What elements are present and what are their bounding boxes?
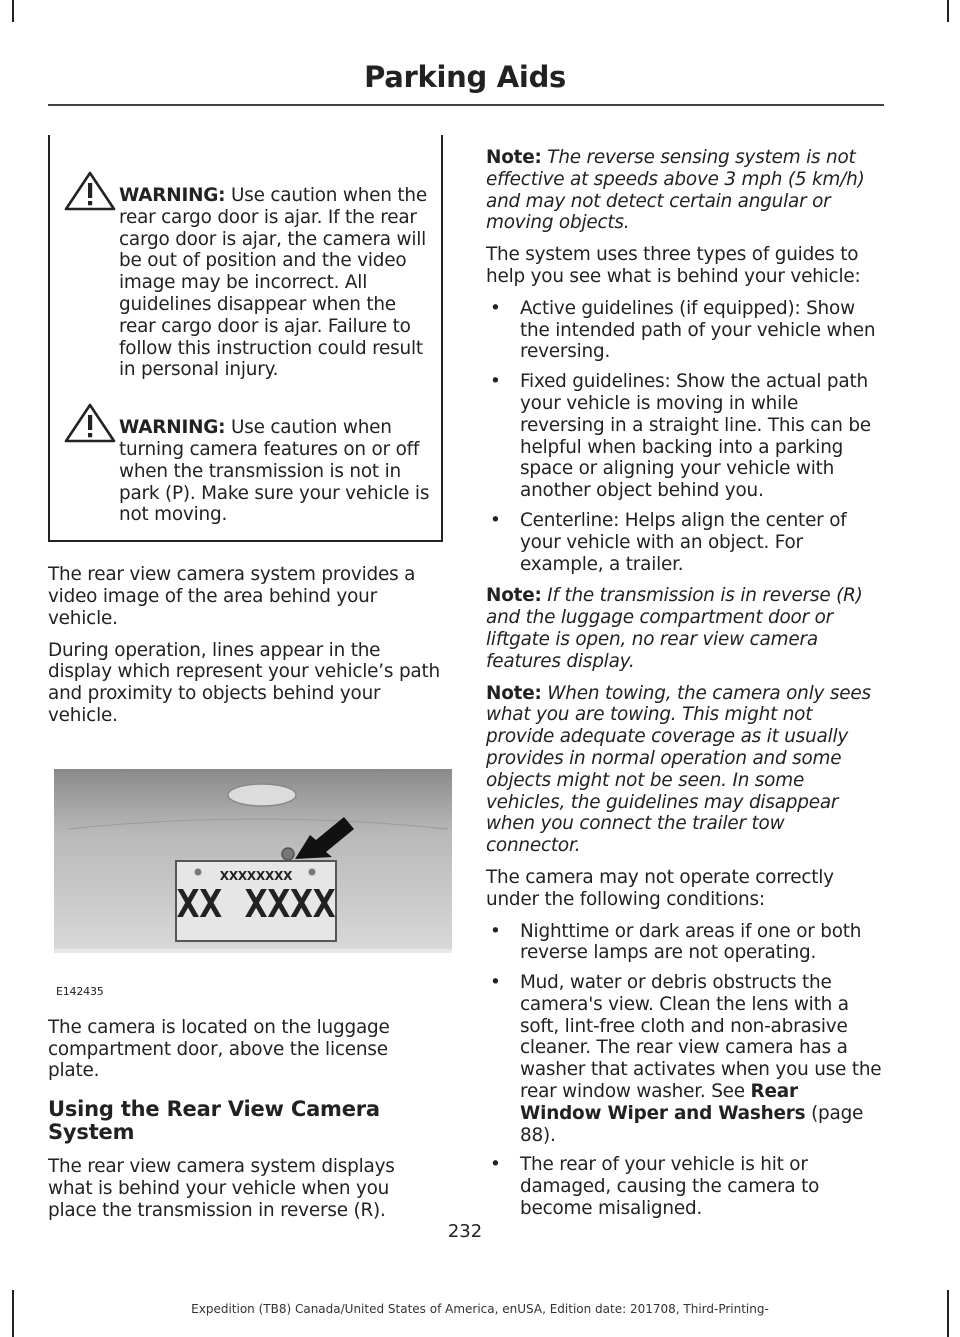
list-item: • The rear of your vehicle is hit or damaged, causing the camera to become misaligned. — [490, 1154, 820, 1220]
note — [486, 683, 882, 857]
plate-main-text: XX XXXX — [176, 881, 336, 926]
crop-mark — [12, 0, 14, 22]
cross-reference-link[interactable]: Rear Window Wiper and Washers — [520, 1081, 806, 1124]
bullet: • — [490, 1154, 501, 1176]
warning-lead: WARNING: — [119, 185, 226, 206]
figure-code: E142435 — [56, 984, 104, 998]
conditions-list — [486, 921, 882, 1220]
list-item: • Mud, water or debris obstructs the camera's view. Clean the lens with a soft, lint-free cloth and non-abrasive cleaner. The rear view camera has a washer that activates when you use the rear window washer. See Rear Window Wiper and Washers (page 88). — [490, 972, 882, 1146]
paragraph: The camera may not operate correctly under the following conditions: — [486, 866, 834, 910]
bullet: • — [490, 972, 501, 994]
note-text: The reverse sensing system is not effective at speeds above 3 mph (5 km/h) and may not detect certain angular or moving objects. — [486, 147, 865, 234]
list-item: • Nighttime or dark areas if one or both reverse lamps are not operating. — [490, 920, 862, 964]
note-text: If the transmission is in reverse (R) and the luggage compartment door or liftgate is open, no rear view camera features display. — [486, 585, 863, 672]
note — [486, 585, 882, 672]
guides-list — [486, 298, 882, 576]
page-title: Parking Aids — [364, 60, 566, 94]
crop-mark — [947, 0, 949, 22]
paragraph: The camera is located on the luggage compartment door, above the license plate. — [48, 1016, 390, 1082]
warning-triangle-icon — [64, 403, 116, 443]
license-plate-camera-figure — [48, 769, 452, 1003]
paragraph: During operation, lines appear in the display which represent your vehicle’s path and proximity to objects behind your vehicle. — [48, 639, 440, 726]
note — [486, 147, 882, 234]
paragraph: The rear view camera system provides a video image of the area behind your vehicle. — [48, 564, 416, 629]
note-label: Note: — [486, 585, 542, 607]
bullet: • — [490, 371, 501, 393]
bullet: • — [490, 297, 501, 319]
warning-box — [48, 135, 443, 542]
warning-lead: WARNING: — [119, 417, 226, 439]
section-heading: Using the Rear View Camera System — [48, 1097, 380, 1145]
footer-text: Expedition (TB8) Canada/United States of America, enUSA, Edition date: 201708, Third-Printing- — [191, 1302, 769, 1316]
list-item: • Fixed guidelines: Show the actual path your vehicle is moving in while reversing in a straight line. This can be helpful when backing into a parking space or aligning your vehicle with another object behind you. — [490, 371, 871, 502]
warning-2 — [62, 417, 433, 526]
list-item: • Active guidelines (if equipped): Show the intended path of your vehicle when reversing. — [490, 297, 876, 363]
warning-text: Use caution when the rear cargo door is ajar. If the rear cargo door is ajar, the camera will be out of position and the video image may be incorrect. All guidelines disappear when the rear cargo door is ajar. Failure to follow this instruction could result in personal injury. — [119, 185, 427, 381]
right-column — [486, 147, 882, 1230]
list-item: • Centerline: Helps align the center of your vehicle with an object. For example, a trailer. — [490, 509, 847, 575]
warning-triangle-icon — [64, 171, 116, 211]
warning-text: Use caution when turning camera features on or off when the transmission is not in park (P). Make sure your vehicle is not moving. — [119, 417, 430, 526]
header-divider — [48, 104, 884, 106]
bullet: • — [490, 920, 501, 942]
warning-1 — [62, 185, 433, 381]
paragraph: The rear view camera system displays what is behind your vehicle when you place the transmission in reverse (R). — [48, 1156, 395, 1221]
camera-location-illustration — [48, 769, 452, 1003]
left-column — [48, 135, 443, 1232]
note-label: Note: — [486, 682, 542, 704]
note-label: Note: — [486, 147, 542, 168]
plate-top-text: XXXXXXXX — [219, 868, 293, 883]
page-number: 232 — [447, 1221, 483, 1242]
bullet: • — [490, 509, 501, 531]
note-text: When towing, the camera only sees what you are towing. This might not provide adequate coverage as it usually provides in normal operation and some objects might not be seen. In some vehicles, the guidelines may disappear when you connect the trailer tow connector. — [486, 682, 871, 857]
paragraph: The system uses three types of guides to help you see what is behind your vehicle: — [486, 244, 861, 287]
